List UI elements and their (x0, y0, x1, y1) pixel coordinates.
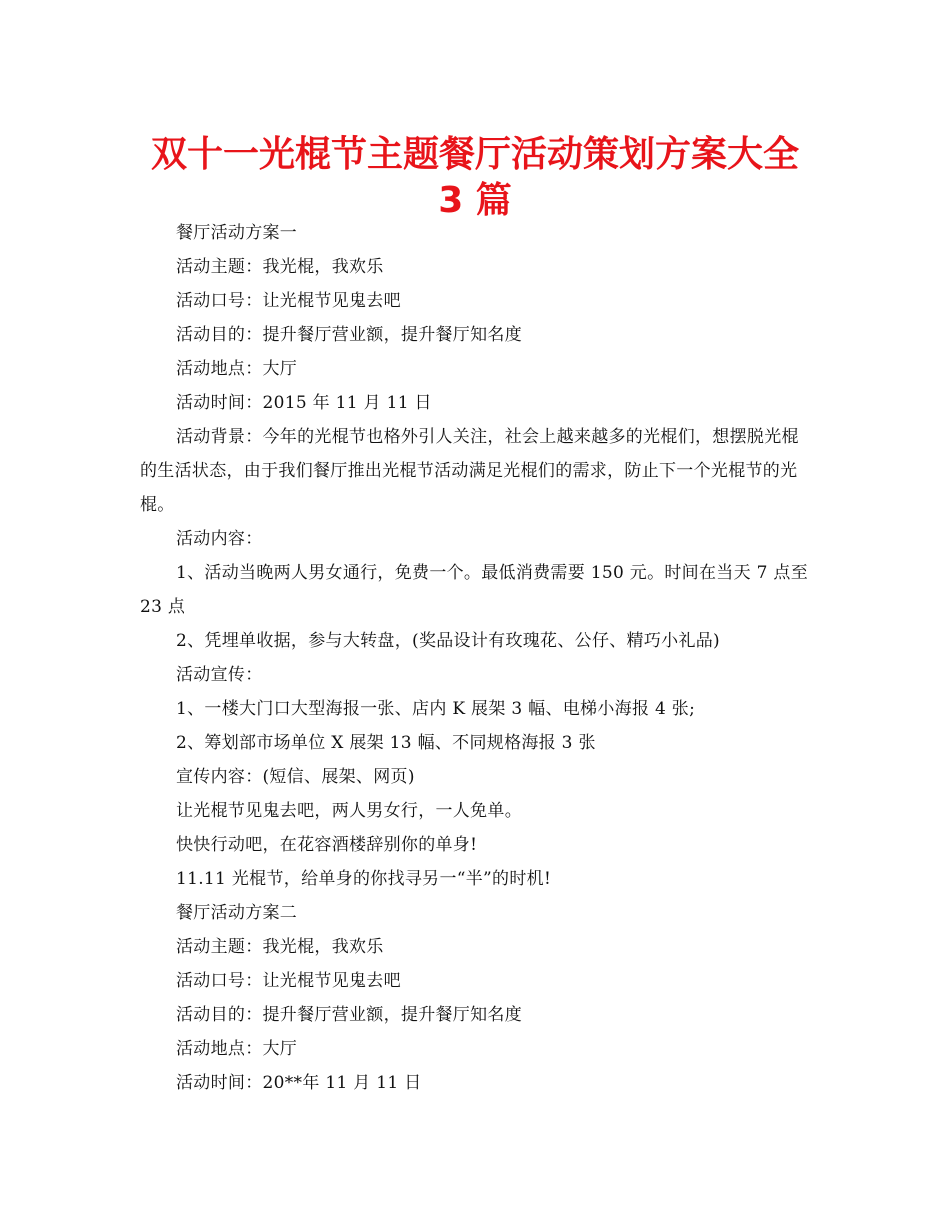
paragraph-purpose-2: 活动目的：提升餐厅营业额，提升餐厅知名度 (176, 1005, 522, 1025)
paragraph-promo-line-2: 快快行动吧，在花容酒楼辞别你的单身! (176, 835, 478, 855)
paragraph-slogan-2: 活动口号：让光棍节见鬼去吧 (176, 971, 401, 991)
paragraph-section-heading-1: 餐厅活动方案一 (176, 223, 298, 243)
paragraph-section-heading-2: 餐厅活动方案二 (176, 903, 298, 923)
paragraph-location-2: 活动地点：大厅 (176, 1039, 298, 1059)
paragraph-content-item-2: 2、凭埋单收据，参与大转盘，(奖品设计有玫瑰花、公仔、精巧小礼品) (176, 631, 720, 651)
paragraph-location: 活动地点：大厅 (176, 359, 298, 379)
paragraph-promotion-item-2: 2、筹划部市场单位 X 展架 13 幅、不同规格海报 3 张 (176, 733, 596, 753)
paragraph-promotion-item-1: 1、一楼大门口大型海报一张、店内 K 展架 3 幅、电梯小海报 4 张; (176, 699, 696, 719)
paragraph-promotion-heading: 活动宣传： (176, 665, 263, 685)
paragraph-content-item-1: 1、活动当晚两人男女通行，免费一个。最低消费需要 150 元。时间在当天 7 点至 23 点 (140, 563, 808, 617)
paragraph-promo-line-3: 11.11 光棍节，给单身的你找寻另一“半”的时机! (176, 869, 552, 889)
document-body (140, 216, 812, 1100)
paragraph-time-2: 活动时间：20**年 11 月 11 日 (176, 1073, 422, 1093)
paragraph-time: 活动时间：2015 年 11 月 11 日 (176, 393, 432, 413)
paragraph-purpose: 活动目的：提升餐厅营业额，提升餐厅知名度 (176, 325, 522, 345)
paragraph-theme: 活动主题：我光棍，我欢乐 (176, 257, 384, 277)
paragraph-promotion-content: 宣传内容：(短信、展架、网页) (176, 767, 415, 787)
paragraph-background: 活动背景：今年的光棍节也格外引人关注，社会上越来越多的光棍们，想摆脱光棍的生活状态，由于我们餐厅推出光棍节活动满足光棍们的需求，防止下一个光棍节的光棍。 (140, 427, 799, 515)
paragraph-content-heading: 活动内容： (176, 529, 263, 549)
paragraph-slogan: 活动口号：让光棍节见鬼去吧 (176, 291, 401, 311)
document-title: 双十一光棍节主题餐厅活动策划方案大全 3 篇 (150, 134, 799, 221)
paragraph-promo-line-1: 让光棍节见鬼去吧，两人男女行，一人免单。 (176, 801, 522, 821)
paragraph-theme-2: 活动主题：我光棍，我欢乐 (176, 937, 384, 957)
